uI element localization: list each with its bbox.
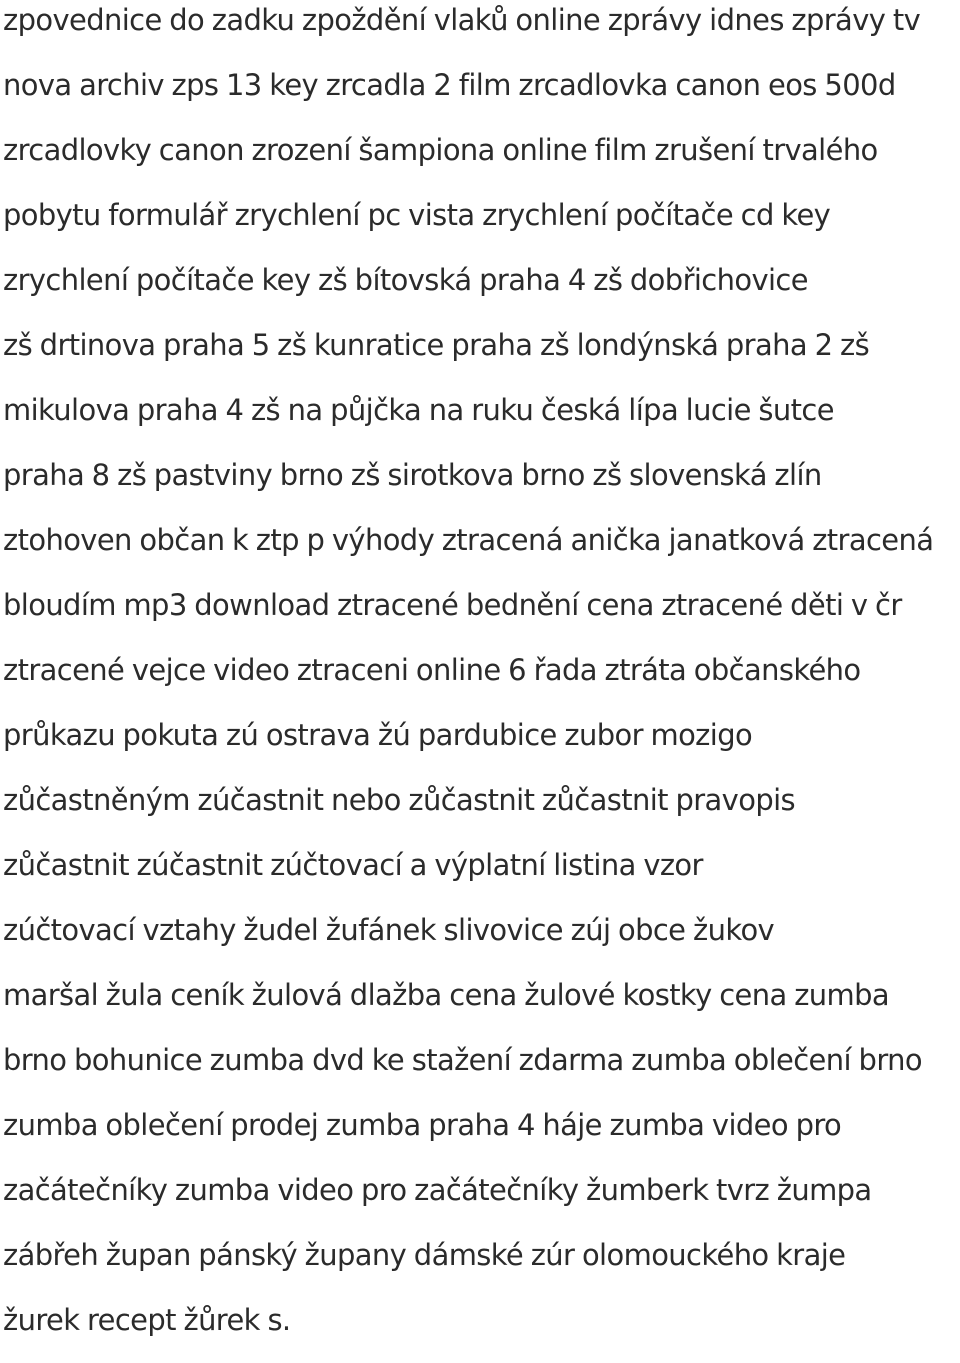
text-line: zrcadlovky canon zrození šampiona online film zrušení trvalého (3, 133, 878, 167)
text-line: pobytu formulář zrychlení pc vista zrychlení počítače cd key (3, 198, 831, 232)
text-line: zůčastněným zúčastnit nebo zůčastnit zůčastnit pravopis (3, 783, 796, 817)
text-line: nova archiv zps 13 key zrcadla 2 film zrcadlovka canon eos 500d (3, 68, 896, 102)
text-line: zábřeh župan pánský župany dámské zúr olomouckého kraje (3, 1238, 846, 1272)
text-line: zůčastnit zúčastnit zúčtovací a výplatní listina vzor (3, 848, 703, 882)
text-line: zumba oblečení prodej zumba praha 4 háje zumba video pro (3, 1108, 842, 1142)
text-line: praha 8 zš pastviny brno zš sirotkova brno zš slovenská zlín (3, 458, 822, 492)
text-line: průkazu pokuta zú ostrava žú pardubice zubor mozigo (3, 718, 753, 752)
text-line: maršal žula ceník žulová dlažba cena žulové kostky cena zumba (3, 978, 890, 1012)
text-line: zpovednice do zadku zpoždění vlaků online zprávy idnes zprávy tv (3, 3, 921, 37)
text-line: mikulova praha 4 zš na půjčka na ruku česká lípa lucie šutce (3, 393, 834, 427)
text-line: ztohoven občan k ztp p výhody ztracená anička janatková ztracená (3, 523, 934, 557)
text-line: zrychlení počítače key zš bítovská praha 4 zš dobřichovice (3, 263, 808, 297)
text-line: ztracené vejce video ztraceni online 6 řada ztráta občanského (3, 653, 861, 687)
text-line: začátečníky zumba video pro začátečníky žumberk tvrz žumpa (3, 1173, 872, 1207)
text-line: zš drtinova praha 5 zš kunratice praha zš londýnská praha 2 zš (3, 328, 870, 362)
text-line: žurek recept žůrek s. (3, 1303, 291, 1337)
text-line: brno bohunice zumba dvd ke stažení zdarma zumba oblečení brno (3, 1043, 922, 1077)
body-text (3, 0, 960, 1363)
text-line: bloudím mp3 download ztracené bednění cena ztracené děti v čr (3, 588, 902, 622)
text-line: zúčtovací vztahy žudel žufánek slivovice zúj obce žukov (3, 913, 775, 947)
